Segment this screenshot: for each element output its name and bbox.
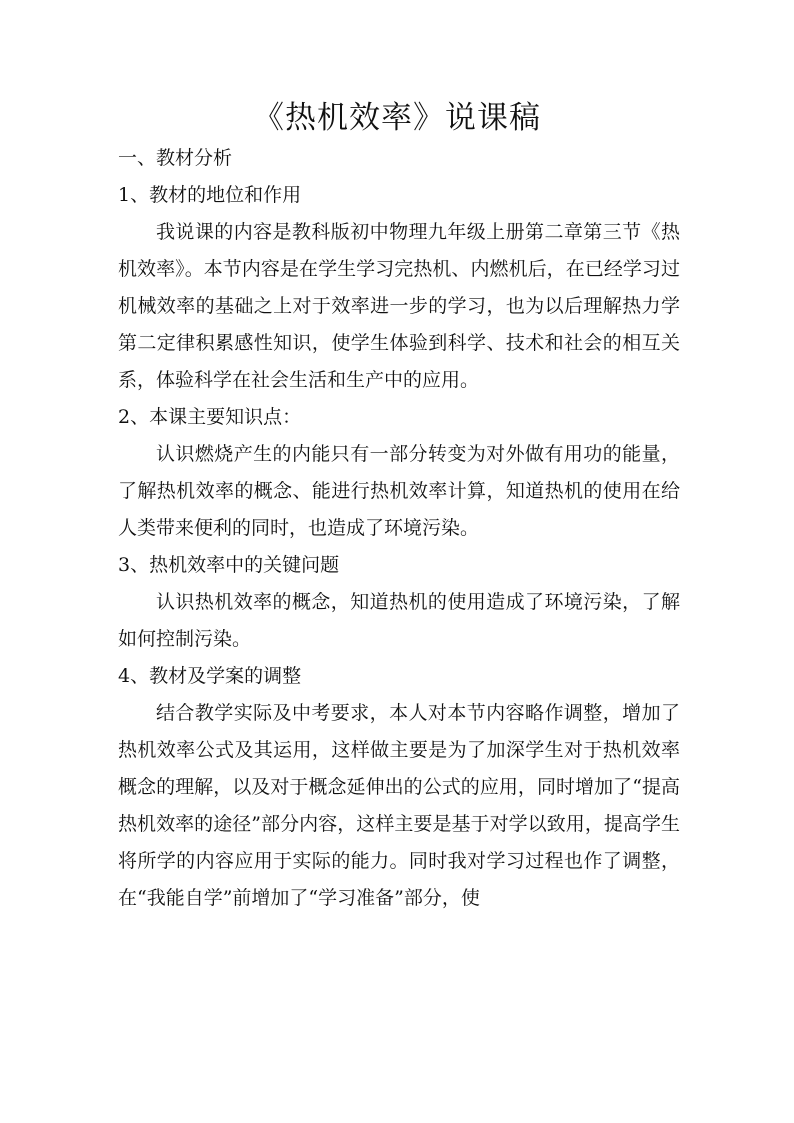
subsection-heading-position-and-role: 1、教材的地位和作用 — [118, 184, 302, 206]
paragraph-position-and-role: 我说课的内容是教科版初中物理九年级上册第二章第三节《热机效率》。本节内容是在学生学习完热机、内燃机后，在已经学习过机械效率的基础之上对于效率进一步的学习，也为以后理解热力学第二定律积累感性知识，使学生体验到科学、技术和社会的相互关系，体验科学在社会生活和生产中的应用。 — [118, 221, 680, 391]
subsection-heading-key-problems: 3、热机效率中的关键问题 — [118, 554, 340, 576]
section-heading-teaching-material-analysis: 一、教材分析 — [118, 147, 233, 169]
document-title: 《热机效率》说课稿 — [253, 100, 541, 136]
document-body — [118, 140, 680, 917]
paragraph-key-problems: 认识热机效率的概念，知道热机的使用造成了环境污染，了解如何控制污染。 — [118, 591, 680, 650]
subsection-heading-key-knowledge-points: 2、本课主要知识点： — [118, 406, 302, 428]
subsection-heading-adjustments: 4、教材及学案的调整 — [118, 665, 302, 687]
paragraph-key-knowledge-points: 认识燃烧产生的内能只有一部分转变为对外做有用功的能量，了解热机效率的概念、能进行热机效率计算，知道热机的使用在给人类带来便利的同时，也造成了环境污染。 — [118, 443, 680, 539]
paragraph-adjustments: 结合教学实际及中考要求，本人对本节内容略作调整，增加了热机效率公式及其运用，这样做主要是为了加深学生对于热机效率概念的理解，以及对于概念延伸出的公式的应用，同时增加了“提高热机效率的途径”部分内容，这样主要是基于对学以致用，提高学生将所学的内容应用于实际的能力。同时我对学习过程也作了调整，在“我能自学”前增加了“学习准备”部分，使 — [118, 702, 680, 909]
